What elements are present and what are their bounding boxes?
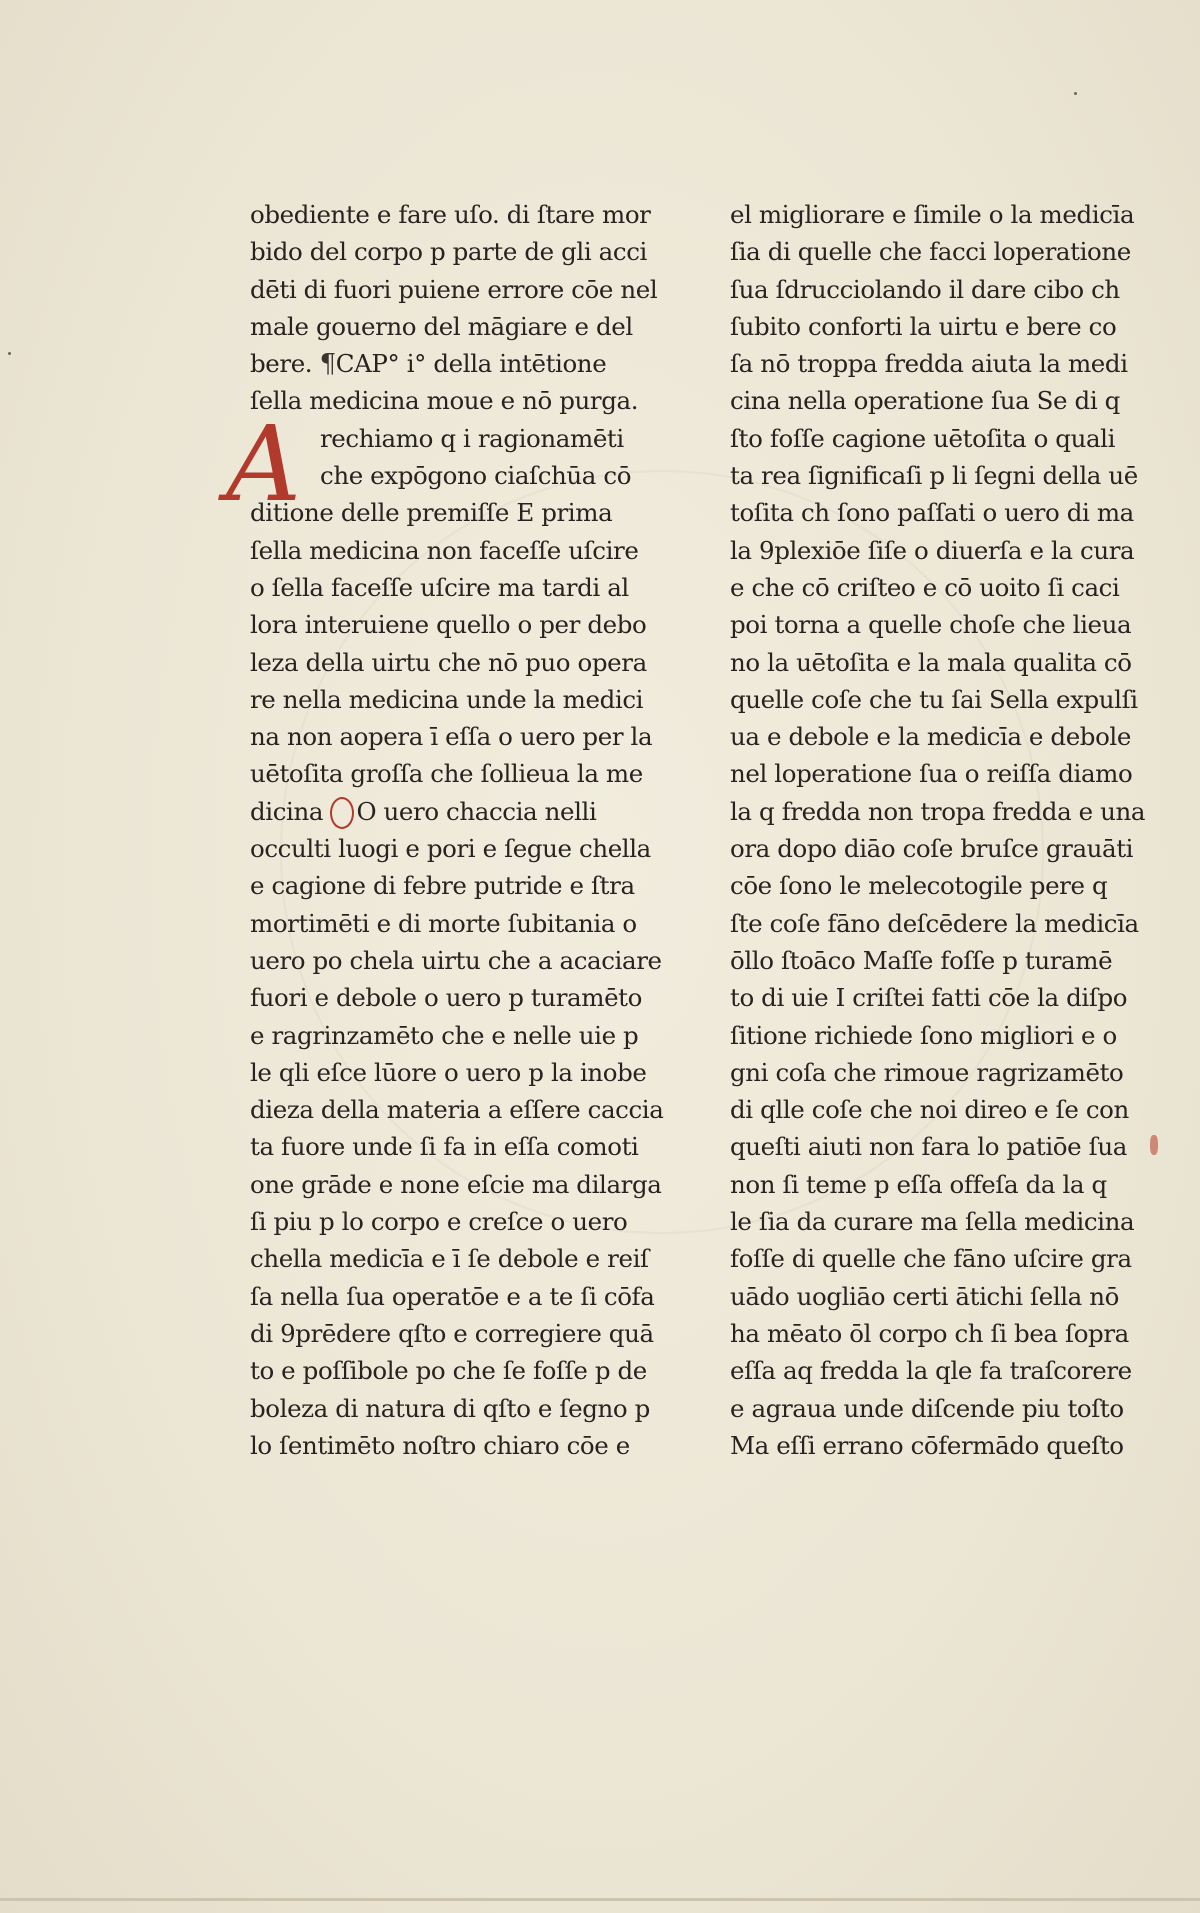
text-fragment: uero chaccia nelli	[383, 796, 597, 826]
text-line: leza della uirtu che nō puo opera	[250, 647, 647, 677]
text-line: ſto foſſe cagione uētoſita o quali	[730, 423, 1116, 453]
text-line: male gouerno del māgiare e del	[250, 311, 633, 341]
text-line: ſte coſe fāno deſcēdere la medicīa	[730, 908, 1139, 938]
text-line: lora interuiene quello o per debo	[250, 610, 647, 640]
text-line: ſua ſdrucciolando il dare cibo ch	[730, 274, 1120, 304]
ink-speck	[8, 352, 11, 355]
text-line: uero po chela uirtu che a acaciare	[250, 945, 662, 975]
text-line: o ſella faceſſe uſcire ma tardi al	[250, 572, 629, 602]
text-line: chella medicīa e ī ſe debole e reiſ	[250, 1244, 649, 1274]
text-fragment: dicina	[250, 796, 324, 826]
text-line: uētoſita groſſa che ſollieua la me	[250, 759, 643, 789]
text-line: bido del corpo p parte de gli acci	[250, 237, 647, 267]
text-line: rechiamo q i ragionamēti	[320, 423, 624, 453]
text-line: cina nella operatione ſua Se di q	[730, 386, 1120, 416]
text-line: la 9plexiōe ſiſe o diuerſa e la cura	[730, 535, 1135, 565]
text-line: no la uētoſita e la mala qualita cō	[730, 647, 1132, 677]
text-line: ta fuore unde ſi fa in eſſa comoti	[250, 1132, 639, 1162]
text-line: to e poſſibole po che ſe foſſe p de	[250, 1356, 647, 1386]
text-line: poi torna a quelle choſe che lieua	[730, 610, 1132, 640]
text-line: toſita ch ſono paſſati o uero di ma	[730, 498, 1134, 528]
text-line: ſella medicina non faceſſe uſcire	[250, 535, 639, 565]
right-text-column	[730, 196, 1146, 1464]
text-line: one grāde e none eſcie ma dilarga	[250, 1169, 662, 1199]
text-line: ha mēato ōl corpo ch ſi bea ſopra	[730, 1318, 1129, 1348]
chapter-heading: CAP° i° della intētione	[335, 349, 607, 379]
text-line: che expōgono ciaſchūa cō	[320, 461, 632, 491]
rubric-circle-icon	[330, 797, 354, 829]
text-line: ſa nella ſua operatōe e a te ſi cōfa	[250, 1281, 655, 1311]
pilcrow-icon: ¶	[319, 349, 336, 380]
red-stain	[1150, 1135, 1158, 1155]
left-text-column	[226, 196, 664, 1464]
text-fragment: bere.	[250, 349, 313, 379]
chapter-heading-line	[250, 345, 646, 382]
text-line: non ſi teme p eſſa offeſa da la q	[730, 1169, 1107, 1199]
text-line: di qlle coſe che noi direo e ſe con	[730, 1095, 1129, 1125]
text-line: le ſia da curare ma ſella medicina	[730, 1207, 1135, 1237]
text-line: na non aopera ī eſſa o uero per la	[250, 722, 653, 752]
text-line: e che cō criſteo e cō uoito ſi caci	[730, 572, 1120, 602]
text-line: di 9prēdere qſto e corregiere quā	[250, 1318, 654, 1348]
text-line: queſti aiuti non fara lo patiōe ſua	[730, 1132, 1127, 1162]
text-line: eſſa aq fredda la qle fa traſcorere	[730, 1356, 1132, 1386]
ink-speck	[1074, 92, 1077, 95]
text-line: mortimēti e di morte ſubitania o	[250, 908, 637, 938]
page-bottom-edge	[0, 1898, 1200, 1901]
text-line: ua e debole e la medicīa e debole	[730, 722, 1131, 752]
text-line: uādo uogliāo certi ātichi ſella nō	[730, 1281, 1120, 1311]
text-line: ora dopo diāo coſe bruſce grauāti	[730, 834, 1134, 864]
text-line: re nella medicina unde la medici	[250, 684, 644, 714]
text-line: occulti luogi e pori e ſegue chella	[250, 834, 651, 864]
text-line: quelle coſe che tu ſai Sella expulſi	[730, 684, 1138, 714]
text-line: dēti di fuori puiene errore cōe nel	[250, 274, 658, 304]
text-line: boleza di natura di qſto e ſegno p	[250, 1393, 650, 1423]
text-line: el migliorare e ſimile o la medicīa	[730, 200, 1135, 229]
text-line: ſi piu p lo corpo e creſce o uero	[250, 1207, 628, 1237]
rubric-o-initial	[330, 797, 356, 826]
text-line: ta rea ſignificaſi p li ſegni della uē	[730, 461, 1138, 491]
text-line: e ragrinzamēto che e nelle uie p	[250, 1020, 639, 1050]
text-line: e cagione di febre putride e ſtra	[250, 871, 635, 901]
text-line: ōllo ſtoāco Maſſe foſſe p turamē	[730, 945, 1113, 975]
text-line: ſitione richiede ſono migliori e o	[730, 1020, 1117, 1050]
text-line: e agraua unde diſcende piu toſto	[730, 1393, 1124, 1423]
text-line: ſella medicina moue e nō purga.	[250, 386, 639, 416]
text-line: le qli eſce lūore o uero p la inobe	[250, 1057, 647, 1087]
text-line: ſia di quelle che facci loperatione	[730, 237, 1131, 267]
text-line: to di uie I criſtei fatti cōe la diſpo	[730, 983, 1128, 1013]
text-line: ſubito conforti la uirtu e bere co	[730, 311, 1117, 341]
text-line: gni coſa che rimoue ragrizamēto	[730, 1057, 1124, 1087]
text-line: ditione delle premiſſe E prima	[250, 498, 613, 528]
text-line: dieza della materia a eſſere caccia	[250, 1095, 664, 1125]
text-fragment: O	[356, 796, 377, 826]
text-line: obediente e fare uſo. di ſtare mor	[250, 200, 651, 229]
text-line: fuori e debole o uero p turamēto	[250, 983, 642, 1013]
rubricated-initial: A	[226, 403, 302, 525]
text-line: Ma eſſi errano cōfermādo queſto	[730, 1430, 1124, 1460]
text-line: foſſe di quelle che fāno uſcire gra	[730, 1244, 1132, 1274]
text-line: la q fredda non tropa fredda e una	[730, 796, 1146, 826]
text-line: lo ſentimēto noſtro chiaro cōe e	[250, 1430, 630, 1460]
rubric-line	[250, 793, 646, 830]
text-line: cōe ſono le melecotogile pere q	[730, 871, 1108, 901]
text-line: nel loperatione ſua o reiſſa diamo	[730, 759, 1133, 789]
text-line: ſa nō troppa fredda aiuta la medi	[730, 349, 1128, 379]
